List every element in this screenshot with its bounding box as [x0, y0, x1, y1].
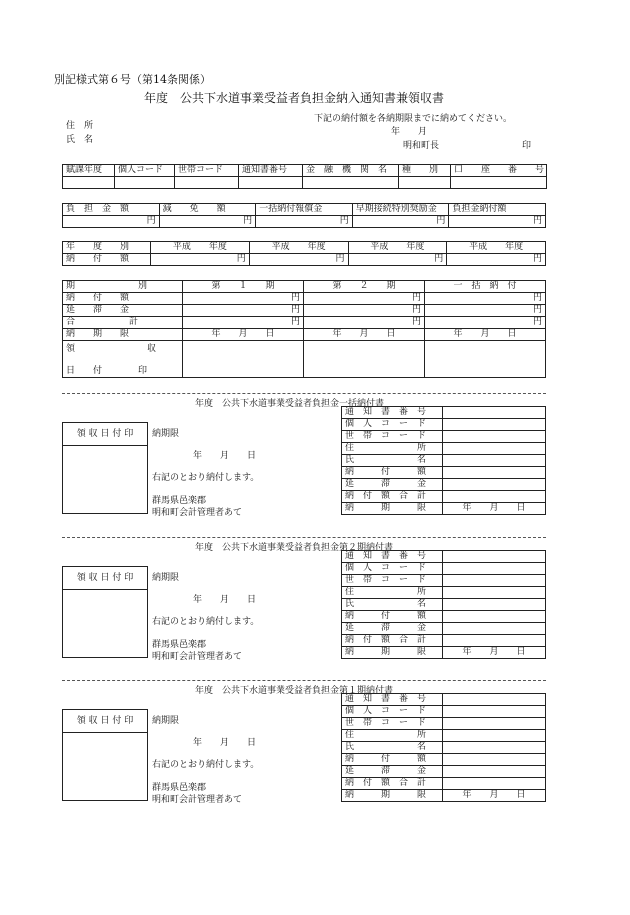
- notice-date: 年 月: [391, 127, 428, 137]
- receipt-stamp-box: [62, 566, 148, 658]
- stub-row-label: 住 所: [342, 443, 443, 455]
- cut-line: [62, 393, 546, 394]
- paid-text: 右記のとおり納付します。: [152, 760, 260, 770]
- issuer-name: 明和町長: [403, 141, 440, 151]
- stub-row-label: 延 滞 金: [342, 766, 443, 778]
- year-cell: 平成 年度: [348, 242, 447, 254]
- unit-cell: 円: [304, 293, 425, 305]
- stub-row-value: [443, 730, 546, 742]
- org-recipient: 明和町会計管理者あて: [152, 652, 243, 662]
- due-value: 年 月 日: [193, 738, 257, 748]
- stub-row-value: [443, 706, 546, 718]
- unit-cell: 円: [304, 305, 425, 317]
- org-recipient: 明和町会計管理者あて: [152, 508, 243, 518]
- stub-row-value: [443, 407, 546, 419]
- stub-row-value: [443, 742, 546, 754]
- stub-row-label: 氏 名: [342, 455, 443, 467]
- stub-row-value: [443, 623, 546, 635]
- header-cell: 通知書番号: [239, 165, 303, 177]
- unit-cell: 円: [304, 317, 425, 329]
- stub-row-value: 年 月 日: [443, 647, 546, 659]
- receipt-label-cell: [63, 341, 183, 378]
- header-cell: 早期接続特別奨励金: [352, 204, 449, 216]
- stub-row-label: 氏 名: [342, 599, 443, 611]
- paid-text: 右記のとおり納付します。: [152, 473, 260, 483]
- unit-cell: 円: [425, 293, 546, 305]
- row-label: 合 計: [63, 317, 183, 329]
- stub-title: 年度 公共下水道事業受益者負担金第１期納付書: [195, 686, 394, 696]
- stub-row-label: 延 滞 金: [342, 623, 443, 635]
- unit-cell: 円: [447, 254, 546, 266]
- unit-cell: 円: [183, 317, 304, 329]
- unit-cell: 円: [151, 254, 250, 266]
- stub-row-label: 住 所: [342, 587, 443, 599]
- stub-row-value: 年 月 日: [443, 790, 546, 802]
- unit-cell: 円: [425, 305, 546, 317]
- receipt-stamp-box: [62, 422, 148, 514]
- unit-cell: 円: [183, 293, 304, 305]
- stub-row-label: 通 知 書 番 号: [342, 407, 443, 419]
- row-label: 期 別: [63, 281, 183, 293]
- unit-cell: 円: [249, 254, 348, 266]
- issuer-seal: 印: [522, 141, 532, 151]
- stub-row-value: [443, 587, 546, 599]
- due-value: 年 月 日: [193, 451, 257, 461]
- due-label: 納期限: [152, 716, 180, 726]
- stub-row-label: 個 人 コ ー ド: [342, 706, 443, 718]
- stub-row-value: [443, 479, 546, 491]
- stub-row-value: [443, 718, 546, 730]
- due-label: 納期限: [152, 573, 180, 583]
- stub-row-label: 納 期 限: [342, 503, 443, 515]
- stub-row-label: 個 人 コ ー ド: [342, 419, 443, 431]
- page-title: 年度 公共下水道事業受益者負担金納入通知書兼領収書: [144, 91, 445, 105]
- year-cell: 平成 年度: [447, 242, 546, 254]
- row-label: 納 期 限: [63, 329, 183, 341]
- stub-row-value: [443, 611, 546, 623]
- header-cell: 金 融 機 関 名: [303, 165, 399, 177]
- stub-row-value: [443, 754, 546, 766]
- stub-detail-table: [341, 693, 546, 802]
- org-prefecture: 群馬県邑楽郡: [152, 783, 207, 793]
- due-date-cell: 年 月 日: [425, 329, 546, 341]
- unit-cell: 円: [256, 216, 353, 228]
- stub-row-label: 個 人 コ ー ド: [342, 563, 443, 575]
- row-label: 納 付 額: [63, 254, 151, 266]
- header-cell: 個人コード: [115, 165, 175, 177]
- stamp-label: 領 収 日 付 印: [63, 567, 147, 590]
- stub-row-label: 通 知 書 番 号: [342, 551, 443, 563]
- stub-row-label: 住 所: [342, 730, 443, 742]
- stub-row-value: [443, 635, 546, 647]
- stub-row-value: [443, 766, 546, 778]
- header-cell: 賦課年度: [63, 165, 115, 177]
- info-table: [62, 164, 547, 189]
- stub-row-value: [443, 778, 546, 790]
- installment-table: [62, 280, 546, 378]
- receipt-label-bottom: 日 付 印: [66, 366, 148, 376]
- stub-row-value: [443, 551, 546, 563]
- unit-cell: 円: [352, 216, 449, 228]
- header-cell: 口 座 番 号: [451, 165, 547, 177]
- unit-cell: 円: [159, 216, 256, 228]
- stub-title: 年度 公共下水道事業受益者負担金第２期納付書: [195, 543, 394, 553]
- stub-row-value: [443, 455, 546, 467]
- name-label: 氏 名: [66, 135, 94, 145]
- stub-row-label: 世 帯 コ ー ド: [342, 718, 443, 730]
- row-label: 納 付 額: [63, 293, 183, 305]
- header-cell: 種 別: [399, 165, 451, 177]
- due-label: 納期限: [152, 429, 180, 439]
- unit-cell: 円: [63, 216, 160, 228]
- stub-detail-table: [341, 406, 546, 515]
- stub-title: 年度 公共下水道事業受益者負担金一括納付書: [195, 399, 385, 409]
- stub-row-value: 年 月 日: [443, 503, 546, 515]
- stub-row-label: 納 付 額: [342, 754, 443, 766]
- stub-row-label: 納 期 限: [342, 790, 443, 802]
- stub-row-label: 納 付 額: [342, 467, 443, 479]
- stub-row-label: 氏 名: [342, 742, 443, 754]
- stub-row-value: [443, 563, 546, 575]
- period-head: 第 ２ 期: [304, 281, 425, 293]
- yearly-table: [62, 241, 546, 266]
- row-label: 延 滞 金: [63, 305, 183, 317]
- stub-row-value: [443, 467, 546, 479]
- form-number: 別記様式第６号（第14条関係）: [54, 73, 211, 86]
- stub-row-label: 通 知 書 番 号: [342, 694, 443, 706]
- header-cell: 一括納付報償金: [256, 204, 353, 216]
- unit-cell: 円: [425, 317, 546, 329]
- header-cell: 負 担 金 額: [63, 204, 160, 216]
- due-value: 年 月 日: [193, 595, 257, 605]
- stub-row-value: [443, 575, 546, 587]
- stamp-label: 領 収 日 付 印: [63, 423, 147, 446]
- year-cell: 平成 年度: [249, 242, 348, 254]
- notice-text: 下記の納付額を各納期限までに納めてください。: [314, 114, 513, 124]
- header-cell: 減 免 額: [159, 204, 256, 216]
- amount-table: [62, 203, 546, 228]
- org-prefecture: 群馬県邑楽郡: [152, 496, 207, 506]
- cut-line: [62, 537, 546, 538]
- stub-row-label: 納 付 額: [342, 611, 443, 623]
- unit-cell: 円: [449, 216, 546, 228]
- org-recipient: 明和町会計管理者あて: [152, 795, 243, 805]
- stub-row-value: [443, 694, 546, 706]
- period-head: 第 １ 期: [183, 281, 304, 293]
- stub-row-value: [443, 491, 546, 503]
- cut-line: [62, 680, 546, 681]
- period-head: 一 括 納 付: [425, 281, 546, 293]
- year-cell: 平成 年度: [151, 242, 250, 254]
- due-date-cell: 年 月 日: [183, 329, 304, 341]
- receipt-stamp-box: [62, 709, 148, 801]
- due-date-cell: 年 月 日: [304, 329, 425, 341]
- stub-row-label: 延 滞 金: [342, 479, 443, 491]
- row-label: 年 度 別: [63, 242, 151, 254]
- stub-row-label: 納 期 限: [342, 647, 443, 659]
- stub-detail-table: [341, 550, 546, 659]
- stub-row-value: [443, 431, 546, 443]
- stamp-label: 領 収 日 付 印: [63, 710, 147, 733]
- stub-row-value: [443, 419, 546, 431]
- stub-row-label: 納 付 額 合 計: [342, 778, 443, 790]
- stub-row-value: [443, 443, 546, 455]
- header-cell: 世帯コード: [175, 165, 239, 177]
- address-label: 住 所: [66, 121, 94, 131]
- unit-cell: 円: [348, 254, 447, 266]
- stub-row-label: 納 付 額 合 計: [342, 491, 443, 503]
- stub-row-label: 世 帯 コ ー ド: [342, 575, 443, 587]
- org-prefecture: 群馬県邑楽郡: [152, 640, 207, 650]
- receipt-label-top: 領 収: [66, 344, 157, 354]
- stub-row-label: 納 付 額 合 計: [342, 635, 443, 647]
- stub-row-value: [443, 599, 546, 611]
- unit-cell: 円: [183, 305, 304, 317]
- stub-row-label: 世 帯 コ ー ド: [342, 431, 443, 443]
- header-cell: 負担金納付額: [449, 204, 546, 216]
- paid-text: 右記のとおり納付します。: [152, 617, 260, 627]
